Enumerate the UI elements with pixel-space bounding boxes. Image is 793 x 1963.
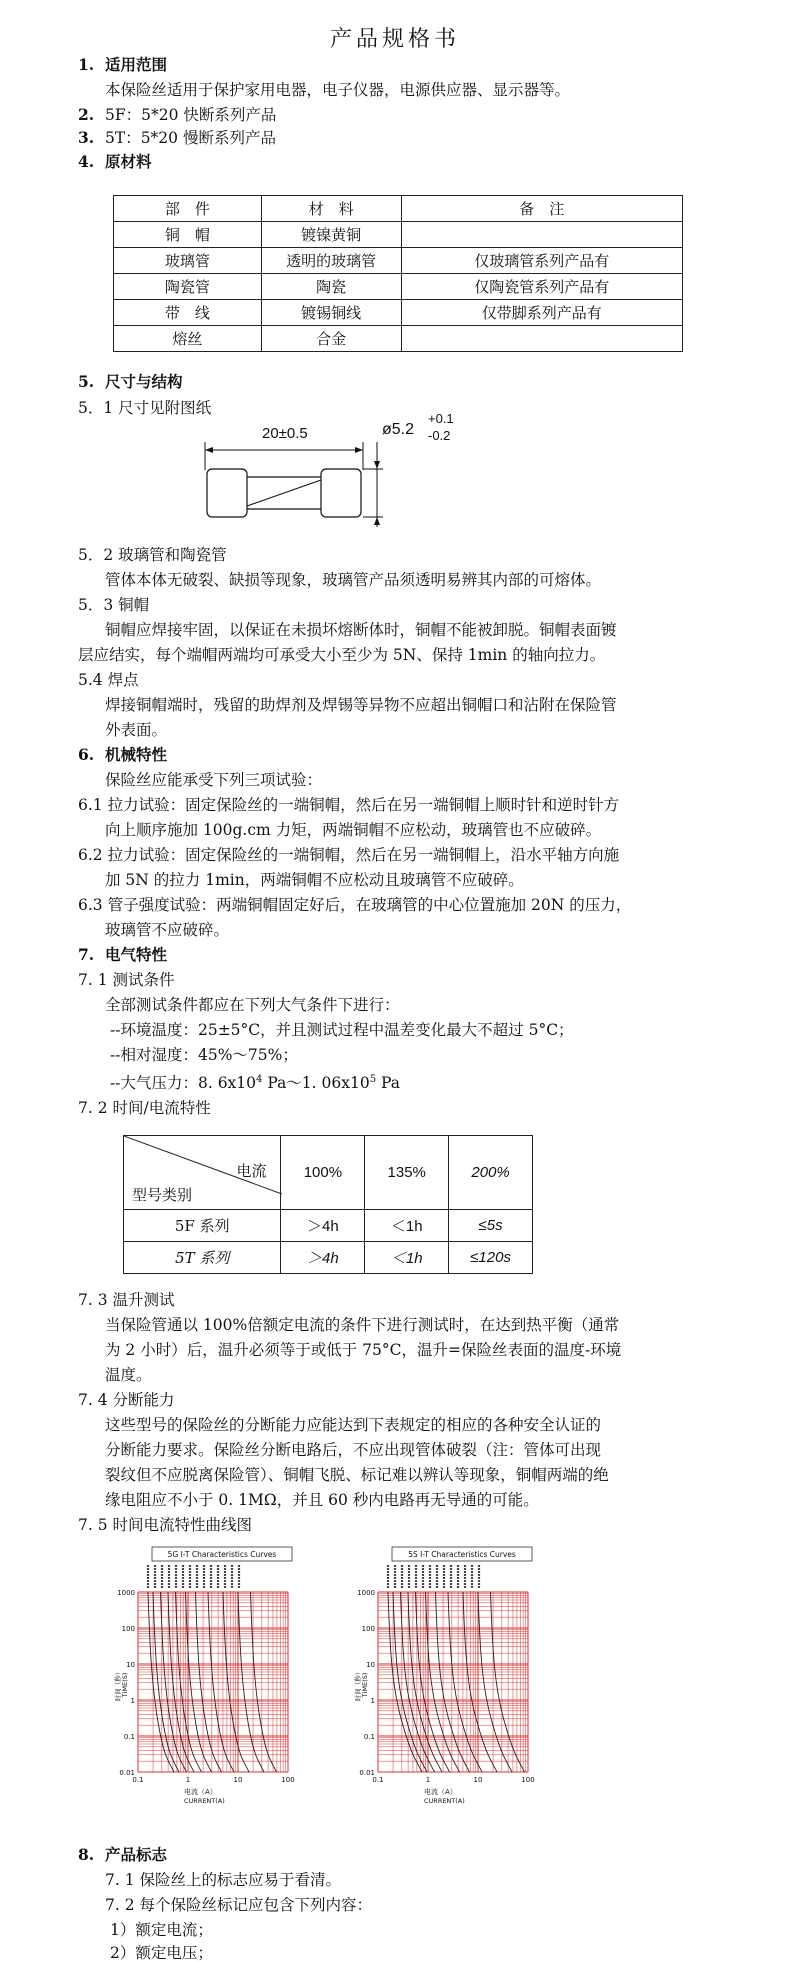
table-cell — [401, 222, 682, 248]
section-5-3-title: 5．3 铜帽 — [78, 596, 150, 614]
section-6-intro: 保险丝应能承受下列三项试验： — [105, 771, 323, 789]
section-8-line-1: 7. 1 保险丝上的标志应易于看清。 — [105, 1871, 342, 1889]
section-1-text: 本保险丝适用于保护家用电器，电子仪器，电源供应器、显示器等。 — [105, 81, 571, 99]
section-6-heading: 机械特性 — [105, 745, 168, 764]
section-5-heading: 尺寸与结构 — [105, 372, 183, 391]
row-5t-name: 5T 系列 — [124, 1242, 281, 1274]
section-5-3-line-2: 层应结实，每个端帽两端均可承受大小至少为 5N、保持 1min 的轴向拉力。 — [78, 646, 606, 664]
table-cell: 熔丝 — [114, 326, 262, 352]
section-4-heading: 原材料 — [105, 152, 152, 171]
it-curve — [426, 1592, 460, 1772]
table-cell: 仅陶瓷管系列产品有 — [401, 274, 682, 300]
x-axis-label-en: CURRENT(A) — [184, 1797, 225, 1805]
section-8-line-4: 2）额定电压； — [110, 1944, 213, 1962]
it-curve — [251, 1592, 277, 1772]
it-curve-chart-5g — [112, 1545, 352, 1830]
y-axis-label-cn: 时间（秒） — [354, 1668, 362, 1702]
section-7-3-line-3: 温度。 — [105, 1366, 152, 1384]
materials-header-part: 部 件 — [114, 196, 262, 222]
table-row — [124, 1242, 533, 1274]
section-8-heading: 产品标志 — [105, 1845, 168, 1864]
x-tick-label: 10 — [473, 1776, 483, 1784]
table-row — [114, 300, 683, 326]
header-135pct: 135% — [365, 1136, 449, 1210]
y-tick-label: 0.1 — [123, 1733, 135, 1741]
time-current-corner-cell — [124, 1136, 281, 1210]
pressure-unit: Pa — [376, 1074, 400, 1093]
table-row — [124, 1210, 533, 1242]
section-5-number: 5. — [78, 372, 95, 391]
table-cell: ＜1h — [365, 1210, 449, 1242]
y-tick-label: 0.01 — [359, 1769, 375, 1777]
section-7-4-line-1: 这些型号的保险丝的分断能力应能达到下表规定的相应的各种安全认证的 — [105, 1416, 602, 1434]
table-cell: 透明的玻璃管 — [261, 248, 401, 274]
it-curve — [416, 1592, 450, 1772]
table-cell: ＞4h — [281, 1242, 365, 1274]
table-row — [114, 274, 683, 300]
table-cell: ≤120s — [449, 1242, 533, 1274]
x-tick-label: 0.1 — [372, 1776, 384, 1784]
row-5f-name: 5F 系列 — [124, 1210, 281, 1242]
y-tick-label: 1 — [130, 1697, 135, 1705]
it-curve — [196, 1592, 222, 1772]
section-6-3-line-2: 玻璃管不应破碎。 — [105, 921, 230, 939]
x-tick-label: 0.1 — [132, 1776, 144, 1784]
it-curve — [148, 1592, 174, 1772]
y-tick-label: 0.01 — [119, 1769, 135, 1777]
materials-header-material: 材 料 — [261, 196, 401, 222]
y-axis-label-en: TIME(S) — [361, 1672, 369, 1698]
section-5-4-title: 5.4 焊点 — [78, 671, 139, 689]
table-cell: 铜 帽 — [114, 222, 262, 248]
section-7-3-line-1: 当保险管通以 100%倍额定电流的条件下进行测试时，在达到热平衡（通常 — [105, 1316, 620, 1334]
section-7-1-title: 7. 1 测试条件 — [78, 971, 175, 989]
table-cell: 镀镍黄铜 — [261, 222, 401, 248]
section-6-number: 6. — [78, 745, 95, 764]
header-200pct: 200% — [449, 1136, 533, 1210]
section-7-1-intro: 全部测试条件都应在下列大气条件下进行： — [105, 996, 400, 1014]
section-6-1-line-2: 向上顺序施加 100g.cm 力矩，两端铜帽不应松动，玻璃管也不应破碎。 — [105, 821, 602, 839]
header-100pct: 100% — [281, 1136, 365, 1210]
table-row — [114, 222, 683, 248]
x-tick-label: 10 — [233, 1776, 243, 1784]
section-6-2-line-1: 6.2 拉力试验：固定保险丝的一端铜帽，然后在另一端铜帽上，沿水平轴方向施 — [78, 846, 620, 864]
section-5-4-line-2: 外表面。 — [105, 721, 168, 739]
y-tick-label: 100 — [361, 1625, 375, 1633]
section-2-text: 5F：5*20 快断系列产品 — [105, 106, 277, 124]
section-7-3-title: 7. 3 温升测试 — [78, 1291, 175, 1309]
x-tick-label: 100 — [521, 1776, 535, 1784]
section-6-1-line-1: 6.1 拉力试验：固定保险丝的一端铜帽，然后在另一端铜帽上顺时针和逆时针方 — [78, 796, 620, 814]
section-6-3-line-1: 6.3 管子强度试验：两端铜帽固定好后，在玻璃管的中心位置施加 20N 的压力， — [78, 896, 632, 914]
table-cell: ＞4h — [281, 1210, 365, 1242]
section-5-4-line-1: 焊接铜帽端时，残留的助焊剂及焊锡等异物不应超出铜帽口和沾附在保险管 — [105, 696, 617, 714]
pressure-prefix: --大气压力：8. 6x10 — [110, 1074, 257, 1093]
section-7-4-title: 7. 4 分断能力 — [78, 1391, 175, 1409]
section-1-heading: 适用范围 — [105, 55, 168, 74]
table-cell: 镀锡铜线 — [261, 300, 401, 326]
it-curve — [478, 1592, 512, 1772]
section-7-4-line-2: 分断能力要求。保险丝分断电路后，不应出现管体破裂（注：管体可出现 — [105, 1441, 602, 1459]
condition-humidity: --相对湿度：45%～75%； — [110, 1046, 298, 1064]
chart-title: 5S I-T Characteristics Curves — [408, 1550, 516, 1559]
x-axis-label-cn: 电流（A） — [184, 1788, 217, 1796]
x-tick-label: 100 — [281, 1776, 295, 1784]
y-tick-label: 10 — [126, 1661, 135, 1669]
section-7-5-title: 7. 5 时间电流特性曲线图 — [78, 1516, 253, 1534]
y-axis-label-en: TIME(S) — [121, 1672, 129, 1698]
it-curve — [238, 1592, 264, 1772]
pressure-exponent-1: 4 — [256, 1074, 263, 1085]
section-5-2-title: 5．2 玻璃管和陶瓷管 — [78, 546, 227, 564]
fuse-length-dimension: 20±0.5 — [262, 425, 308, 442]
table-cell: 合金 — [261, 326, 401, 352]
section-2-number: 2. — [78, 105, 95, 124]
y-tick-label: 10 — [366, 1661, 375, 1669]
section-6-2-line-2: 加 5N 的拉力 1min，两端铜帽不应松动且玻璃管不应破碎。 — [105, 871, 524, 889]
section-8-line-2: 7. 2 每个保险丝标记应包含下列内容： — [105, 1896, 373, 1914]
y-tick-label: 1 — [370, 1697, 375, 1705]
table-row — [114, 248, 683, 274]
table-cell: 陶瓷管 — [114, 274, 262, 300]
table-cell — [401, 326, 682, 352]
it-curve — [491, 1592, 525, 1772]
x-axis-label-en: CURRENT(A) — [424, 1797, 465, 1805]
y-tick-label: 1000 — [117, 1589, 135, 1597]
pressure-middle: Pa～1. 06x10 — [262, 1074, 370, 1093]
y-axis-label-cn: 时间（秒） — [114, 1668, 122, 1702]
materials-header-remark: 备 注 — [401, 196, 682, 222]
chart-title: 5G I-T Characteristics Curves — [167, 1550, 277, 1559]
fuse-diameter-tolerance-lower: -0.2 — [428, 428, 451, 443]
section-7-heading: 电气特性 — [105, 945, 168, 964]
section-5-2-text: 管体本体无破裂、缺损等现象，玻璃管产品须透明易辨其内部的可熔体。 — [105, 571, 602, 589]
x-tick-label: 1 — [425, 1776, 431, 1784]
section-7-4-line-3: 裂纹但不应脱离保险管）、铜帽飞脱、标记难以辨认等现象，铜帽两端的绝 — [105, 1466, 609, 1484]
time-current-table — [123, 1135, 533, 1274]
section-7-number: 7. — [78, 945, 95, 964]
table-row — [114, 326, 683, 352]
materials-header-row — [114, 196, 683, 222]
table-cell: 带 线 — [114, 300, 262, 326]
y-tick-label: 0.1 — [363, 1733, 375, 1741]
section-8-number: 8. — [78, 1845, 95, 1864]
table-cell: 仅带脚系列产品有 — [401, 300, 682, 326]
section-7-2-title: 7. 2 时间/电流特性 — [78, 1099, 211, 1117]
fuse-diameter-dimension: ø5.2 — [382, 421, 415, 438]
section-7-3-line-2: 为 2 小时）后，温升必须等于或低于 75°C，温升=保险丝表面的温度-环境 — [105, 1341, 622, 1359]
table-cell: 仅玻璃管系列产品有 — [401, 248, 682, 274]
table-cell: 玻璃管 — [114, 248, 262, 274]
table-cell: ≤5s — [449, 1210, 533, 1242]
section-7-4-line-4: 缘电阻应不小于 0. 1MΩ，并且 60 秒内电路再无导通的可能。 — [105, 1491, 539, 1509]
y-tick-label: 100 — [121, 1625, 135, 1633]
table-cell: ＜1h — [365, 1242, 449, 1274]
condition-temperature: --环境温度：25±5°C，并且测试过程中温差变化最大不超过 5°C； — [110, 1021, 574, 1039]
section-1-number: 1. — [78, 55, 95, 74]
fuse-diameter-tolerance-upper: +0.1 — [428, 411, 454, 426]
section-5-3-line-1: 铜帽应焊接牢固，以保证在未损坏熔断体时，铜帽不能被卸脱。铜帽表面镀 — [105, 621, 617, 639]
section-4-number: 4. — [78, 152, 95, 171]
page-title: 产品规格书 — [330, 27, 461, 52]
time-current-header-row — [124, 1136, 533, 1210]
x-axis-label-cn: 电流（A） — [424, 1788, 457, 1796]
x-tick-label: 1 — [185, 1776, 191, 1784]
section-3-number: 3. — [78, 128, 95, 147]
it-curve — [186, 1592, 212, 1772]
corner-model-label: 型号类别 — [132, 1186, 193, 1204]
it-curve-chart-5s — [352, 1545, 592, 1830]
pressure-exponent-2: 5 — [369, 1074, 377, 1085]
table-cell: 陶瓷 — [261, 274, 401, 300]
corner-current-label: 电流 — [236, 1162, 267, 1180]
section-5-1-title: 5．1 尺寸见附图纸 — [78, 399, 212, 417]
condition-pressure — [110, 1070, 400, 1093]
section-8-line-3: 1）额定电流； — [110, 1921, 213, 1939]
materials-table — [113, 195, 683, 352]
section-3-text: 5T：5*20 慢断系列产品 — [105, 129, 276, 147]
y-tick-label: 1000 — [357, 1589, 375, 1597]
it-curve — [448, 1592, 482, 1772]
